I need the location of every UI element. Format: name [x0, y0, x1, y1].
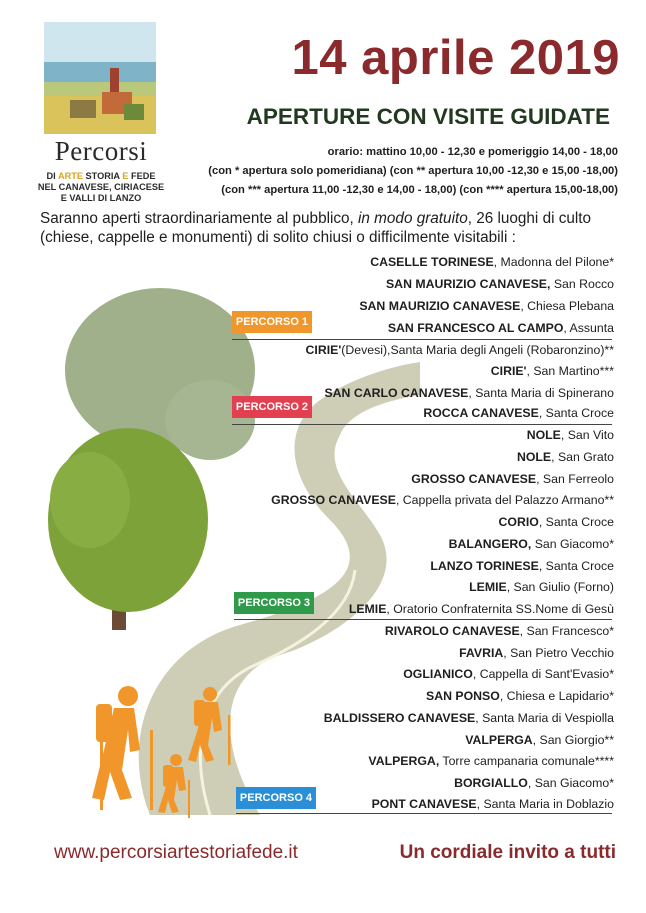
opening-hours-note-2: (con *** apertura 11,00 -12,30 e 14,00 - 18,00) (con **** apertura 15,00-18,00) [221, 184, 618, 196]
site-list-item [449, 537, 614, 552]
site-list-item [430, 559, 614, 574]
site-list-item [469, 580, 614, 595]
site-town: SAN FRANCESCO AL CAMPO [387, 321, 564, 335]
badge-percorso-2: PERCORSO 2 [232, 396, 312, 418]
opening-hours-line: orario: mattino 10,00 - 12,30 e pomeriggio 14,00 - 18,00 [327, 146, 618, 158]
site-list-item [465, 733, 614, 748]
logo-subtitle-line-2: NEL CANAVESE, CIRIACESE [37, 182, 165, 192]
site-place: , Santa Maria in Doblazio [476, 797, 614, 811]
site-town: PONT CANAVESE [371, 797, 477, 811]
logo-subtitle-line-1 [36, 171, 166, 182]
site-place: , Cappella privata del Palazzo Armano** [395, 493, 614, 507]
site-town: SAN CARLO CANAVESE [324, 386, 469, 400]
site-place: , Santa Croce [538, 406, 614, 420]
site-town: GROSSO CANAVESE [411, 472, 537, 486]
site-place: , San Ferreolo [536, 472, 614, 486]
opening-hours-note-1: (con * apertura solo pomeridiana) (con ** apertura 10,00 -12,30 e 15,00 -18,00) [208, 165, 618, 177]
foreground-tree-icon [48, 428, 208, 630]
site-town: FAVRIA [459, 646, 504, 660]
intro-paragraph [40, 209, 630, 247]
site-place: , San Giulio (Forno) [506, 580, 614, 594]
site-town: BORGIALLO [454, 776, 528, 790]
site-town: ROCCA CANAVESE [423, 406, 539, 420]
site-place: , San Grato [551, 450, 614, 464]
site-town: CORIO [498, 515, 539, 529]
event-date-title: 14 aprile 2019 [291, 31, 620, 85]
website-url: www.percorsiartestoriafede.it [54, 842, 298, 863]
logo-sub-arte: ARTE [57, 171, 83, 181]
site-list-item [324, 711, 614, 726]
site-list-item [517, 450, 614, 465]
site-list-item [368, 754, 614, 769]
site-place: , Madonna del Pilone* [493, 255, 614, 269]
site-town: SAN PONSO [426, 689, 500, 703]
site-town: SAN MAURIZIO CANAVESE, [385, 277, 551, 291]
site-place: (Devesi),Santa Maria degli Angeli (Robaronzino)** [341, 343, 614, 357]
site-list-item [411, 472, 614, 487]
site-town: LANZO TORINESE [430, 559, 539, 573]
site-list-item [459, 646, 614, 661]
site-place: Torre campanaria comunale**** [439, 754, 614, 768]
site-list-item [403, 667, 614, 682]
site-list-item [372, 797, 614, 812]
site-list-item [386, 277, 614, 292]
site-list-item [499, 515, 615, 530]
site-town: NOLE [526, 428, 561, 442]
site-place: , Cappella di Sant'Evasio* [472, 667, 614, 681]
site-list-item [491, 364, 614, 379]
intro-text-2: , 26 luoghi di culto (chiese, cappelle e monumenti) di solito chiusi o difficilmente visitabili : [40, 210, 592, 246]
site-town: GROSSO CANAVESE [271, 493, 396, 507]
logo-sub-storia: STORIA [82, 171, 123, 181]
site-town: VALPERGA [465, 733, 533, 747]
site-place: , San Martino*** [526, 364, 614, 378]
logo-title: Percorsi [54, 136, 148, 166]
site-town: NOLE [516, 450, 552, 464]
site-town: CASELLE TORINESE [370, 255, 494, 269]
site-place: , Oratorio Confraternita SS.Nome di Gesù [386, 602, 614, 616]
site-town: BALANGERO, [448, 537, 532, 551]
percorsi-logo-image [44, 22, 156, 134]
percorso-3-divider [234, 619, 612, 620]
site-place: , San Francesco* [519, 624, 614, 638]
site-town: LEMIE [469, 580, 507, 594]
site-place: San Rocco [550, 277, 614, 291]
site-list-item [349, 602, 614, 617]
site-town: CIRIE' [490, 364, 527, 378]
site-place: , Assunta [563, 321, 614, 335]
site-place: , Chiesa e Lapidario* [499, 689, 614, 703]
site-place: , San Giacomo* [527, 776, 614, 790]
site-list-item [271, 493, 614, 508]
site-list-item [306, 343, 614, 358]
badge-percorso-4: PERCORSO 4 [236, 787, 316, 809]
intro-emphasis: in modo gratuito [358, 210, 468, 227]
percorso-1-divider [232, 339, 612, 340]
site-place: , San Giorgio** [532, 733, 614, 747]
invitation-text: Un cordiale invito a tutti [399, 842, 616, 863]
percorso-4-divider [236, 813, 612, 814]
site-town: VALPERGA, [368, 754, 440, 768]
site-place: , Santa Croce [538, 559, 614, 573]
badge-percorso-3: PERCORSO 3 [234, 592, 314, 614]
logo-sub-e: E [122, 171, 129, 181]
site-town: BALDISSERO CANAVESE [323, 711, 476, 725]
site-place: , San Vito [560, 428, 614, 442]
site-place: , Santa Maria di Spinerano [468, 386, 614, 400]
site-list-item [426, 689, 614, 704]
site-town: OGLIANICO [403, 667, 473, 681]
site-list-item [527, 428, 614, 443]
site-list-item [370, 255, 614, 270]
site-list-item [388, 321, 614, 336]
badge-percorso-1: PERCORSO 1 [232, 311, 312, 333]
site-place: , Chiesa Plebana [520, 299, 614, 313]
site-list-item [454, 776, 614, 791]
site-list-item [385, 624, 614, 639]
site-town: RIVAROLO CANAVESE [384, 624, 520, 638]
logo-sub-fede: FEDE [128, 171, 156, 181]
site-list-item [359, 299, 614, 314]
site-place: , Santa Maria di Vespiolla [475, 711, 614, 725]
site-town: SAN MAURIZIO CANAVESE [359, 299, 521, 313]
logo-sub-text: DI [46, 171, 58, 181]
percorso-2-divider [232, 424, 612, 425]
event-subtitle: APERTURE CON VISITE GUIDATE [246, 104, 610, 129]
site-town: LEMIE [348, 602, 387, 616]
site-list-item [423, 406, 614, 421]
logo-subtitle-line-3: E VALLI DI LANZO [60, 193, 142, 203]
site-town: CIRIE' [305, 343, 342, 357]
site-list-item [324, 386, 614, 401]
site-place: , San Pietro Vecchio [503, 646, 614, 660]
site-place: , Santa Croce [538, 515, 614, 529]
site-place: San Giacomo* [531, 537, 614, 551]
intro-text-1: Saranno aperti straordinariamente al pubblico, [40, 210, 359, 227]
